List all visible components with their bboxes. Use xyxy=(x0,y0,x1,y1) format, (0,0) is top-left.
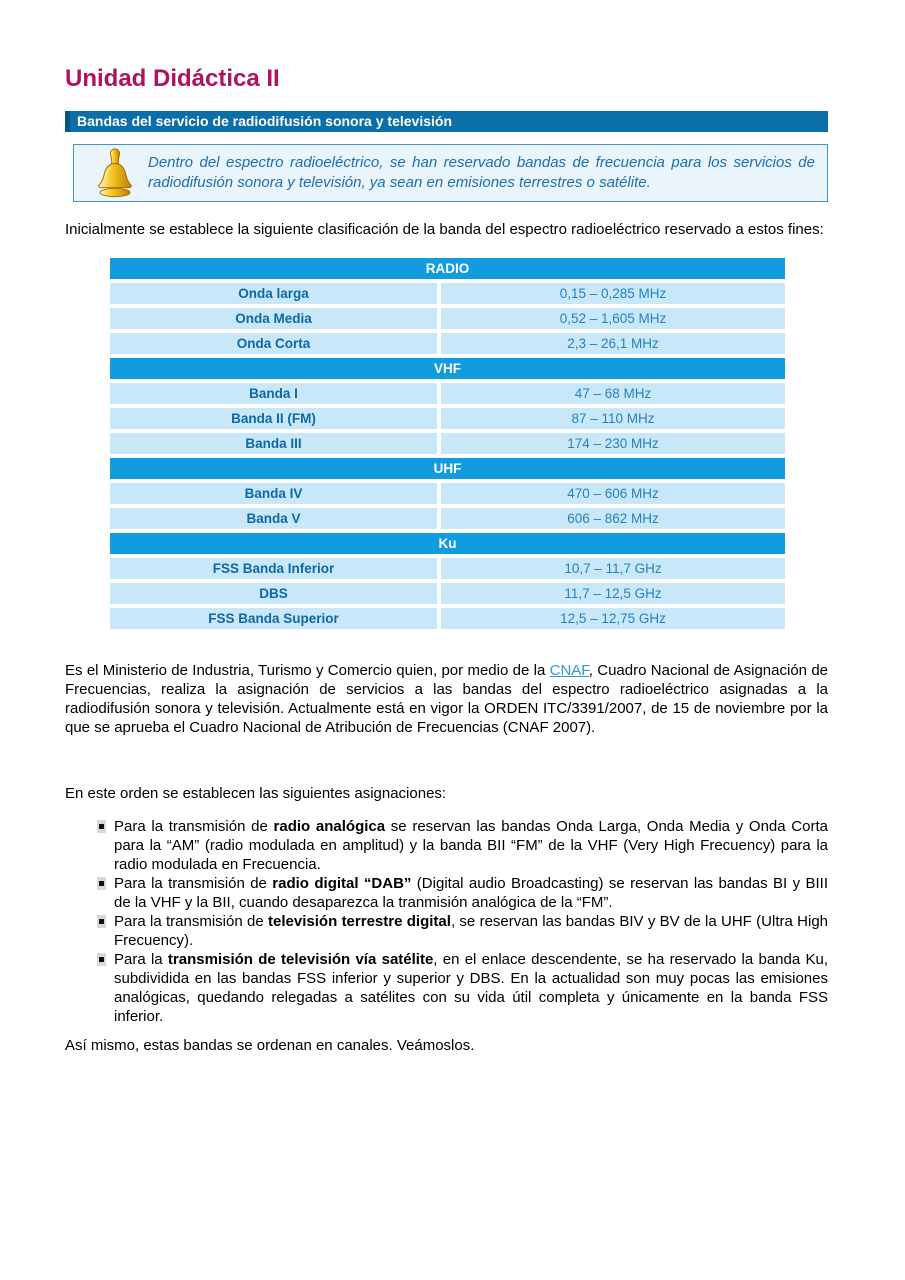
table-row xyxy=(110,408,785,429)
bell-icon xyxy=(96,148,134,198)
bold-text: radio analógica xyxy=(273,818,386,835)
assignments-list xyxy=(97,817,828,1026)
square-bullet-icon xyxy=(97,915,106,928)
band-range-cell: 87 – 110 MHz xyxy=(441,408,785,429)
table-row xyxy=(110,483,785,504)
bold-text: televisión terrestre digital xyxy=(268,913,451,930)
closing-paragraph: Así mismo, estas bandas se ordenan en canales. Veámoslos. xyxy=(65,1037,475,1054)
assignment-item xyxy=(97,874,828,912)
band-name-cell: DBS xyxy=(110,583,437,604)
band-name-cell: Banda II (FM) xyxy=(110,408,437,429)
band-name-cell: FSS Banda Superior xyxy=(110,608,437,629)
cnaf-link[interactable]: CNAF xyxy=(549,662,589,679)
table-row xyxy=(110,608,785,629)
text-run: se reservan las bandas Onda Larga, Onda Media y Onda Corta para la “AM” (radio modulada en amplitud) y la banda BII “FM” de la VHF (Very High Frecuency) para la radio modulada en Frecuencia. xyxy=(114,818,828,873)
band-range-cell: 606 – 862 MHz xyxy=(441,508,785,529)
table-row xyxy=(110,583,785,604)
text-run: Para la xyxy=(114,951,168,968)
section-header-bar xyxy=(65,111,828,132)
table-row xyxy=(110,383,785,404)
band-range-cell: 2,3 – 26,1 MHz xyxy=(441,333,785,354)
band-name-cell: Onda Corta xyxy=(110,333,437,354)
square-bullet-icon xyxy=(97,877,106,890)
text-run: , Cuadro Nacional de Asignación de Frecuencias, realiza la asignación de servicios a las bandas del espectro radioeléctrico asignadas a la radiodifusión sonora y televisión. Actualmente está en vigor la ORDEN ITC/3391/2007, de 15 de noviembre por la que se aprueba el Cuadro Nacional de Atribución de Frecuencias (CNAF 2007). xyxy=(65,662,828,736)
section-header-label: Bandas del servicio de radiodifusión sonora y televisión xyxy=(77,113,452,129)
band-name-cell: Banda III xyxy=(110,433,437,454)
assignment-item xyxy=(97,950,828,1026)
table-row xyxy=(110,308,785,329)
band-range-cell: 47 – 68 MHz xyxy=(441,383,785,404)
note-text: Dentro del espectro radioeléctrico, se han reservado bandas de frecuencia para los servicios de radiodifusión sonora y televisión, ya sean en emisiones terrestres o satélite. xyxy=(148,154,815,191)
band-range-cell: 174 – 230 MHz xyxy=(441,433,785,454)
table-row xyxy=(110,433,785,454)
band-name-cell: Banda V xyxy=(110,508,437,529)
band-name-cell: FSS Banda Inferior xyxy=(110,558,437,579)
cnaf-paragraph xyxy=(65,661,828,737)
text-run: (Digital audio Broadcasting) se reservan las bandas BI y BIII de la VHF y la BII, cuando desaparezca la tranmisión analógica de la “FM”. xyxy=(114,875,829,911)
table-row xyxy=(110,333,785,354)
band-range-cell: 0,52 – 1,605 MHz xyxy=(441,308,785,329)
page-content xyxy=(65,0,828,1055)
text-run: , en el enlace descendente, se ha reservado la banda Ku, subdividida en las bandas FSS inferior y superior y DBS. En la actualidad son muy pocas las emisiones analógicas, quedando relegadas a satélites con su vida útil completa y únicamente en la banda FSS inferior. xyxy=(114,951,828,1025)
intro-paragraph: Inicialmente se establece la siguiente clasificación de la banda del espectro radioeléctrico reservado a estos fines: xyxy=(65,221,824,238)
table-section-header: Ku xyxy=(110,533,785,554)
band-name-cell: Onda Media xyxy=(110,308,437,329)
text-run: Para la transmisión de xyxy=(114,818,274,835)
text-run: Para la transmisión de xyxy=(114,875,273,892)
band-name-cell: Onda larga xyxy=(110,283,437,304)
table-section-header: UHF xyxy=(110,458,785,479)
bands-table xyxy=(110,258,785,629)
assignment-item xyxy=(97,912,828,950)
band-range-cell: 0,15 – 0,285 MHz xyxy=(441,283,785,304)
note-box xyxy=(73,144,828,202)
table-row xyxy=(110,508,785,529)
assignment-item xyxy=(97,817,828,874)
table-row xyxy=(110,558,785,579)
band-range-cell: 470 – 606 MHz xyxy=(441,483,785,504)
table-section-header: VHF xyxy=(110,358,785,379)
bold-text: radio digital “DAB” xyxy=(272,875,412,892)
text-run: , se reservan las bandas BIV y BV de la UHF (Ultra High Frecuency). xyxy=(114,913,828,949)
band-range-cell: 11,7 – 12,5 GHz xyxy=(441,583,785,604)
text-run: Es el Ministerio de Industria, Turismo y Comercio quien, por medio de la xyxy=(65,662,550,679)
band-name-cell: Banda IV xyxy=(110,483,437,504)
table-row xyxy=(110,283,785,304)
text-run: Para la transmisión de xyxy=(114,913,269,930)
band-name-cell: Banda I xyxy=(110,383,437,404)
table-section-header: RADIO xyxy=(110,258,785,279)
bold-text: transmisión de televisión vía satélite xyxy=(167,951,434,968)
page-title: Unidad Didáctica II xyxy=(65,65,280,92)
square-bullet-icon xyxy=(97,953,106,966)
square-bullet-icon xyxy=(97,820,106,833)
band-range-cell: 12,5 – 12,75 GHz xyxy=(441,608,785,629)
assignments-intro: En este orden se establecen las siguientes asignaciones: xyxy=(65,785,447,802)
band-range-cell: 10,7 – 11,7 GHz xyxy=(441,558,785,579)
